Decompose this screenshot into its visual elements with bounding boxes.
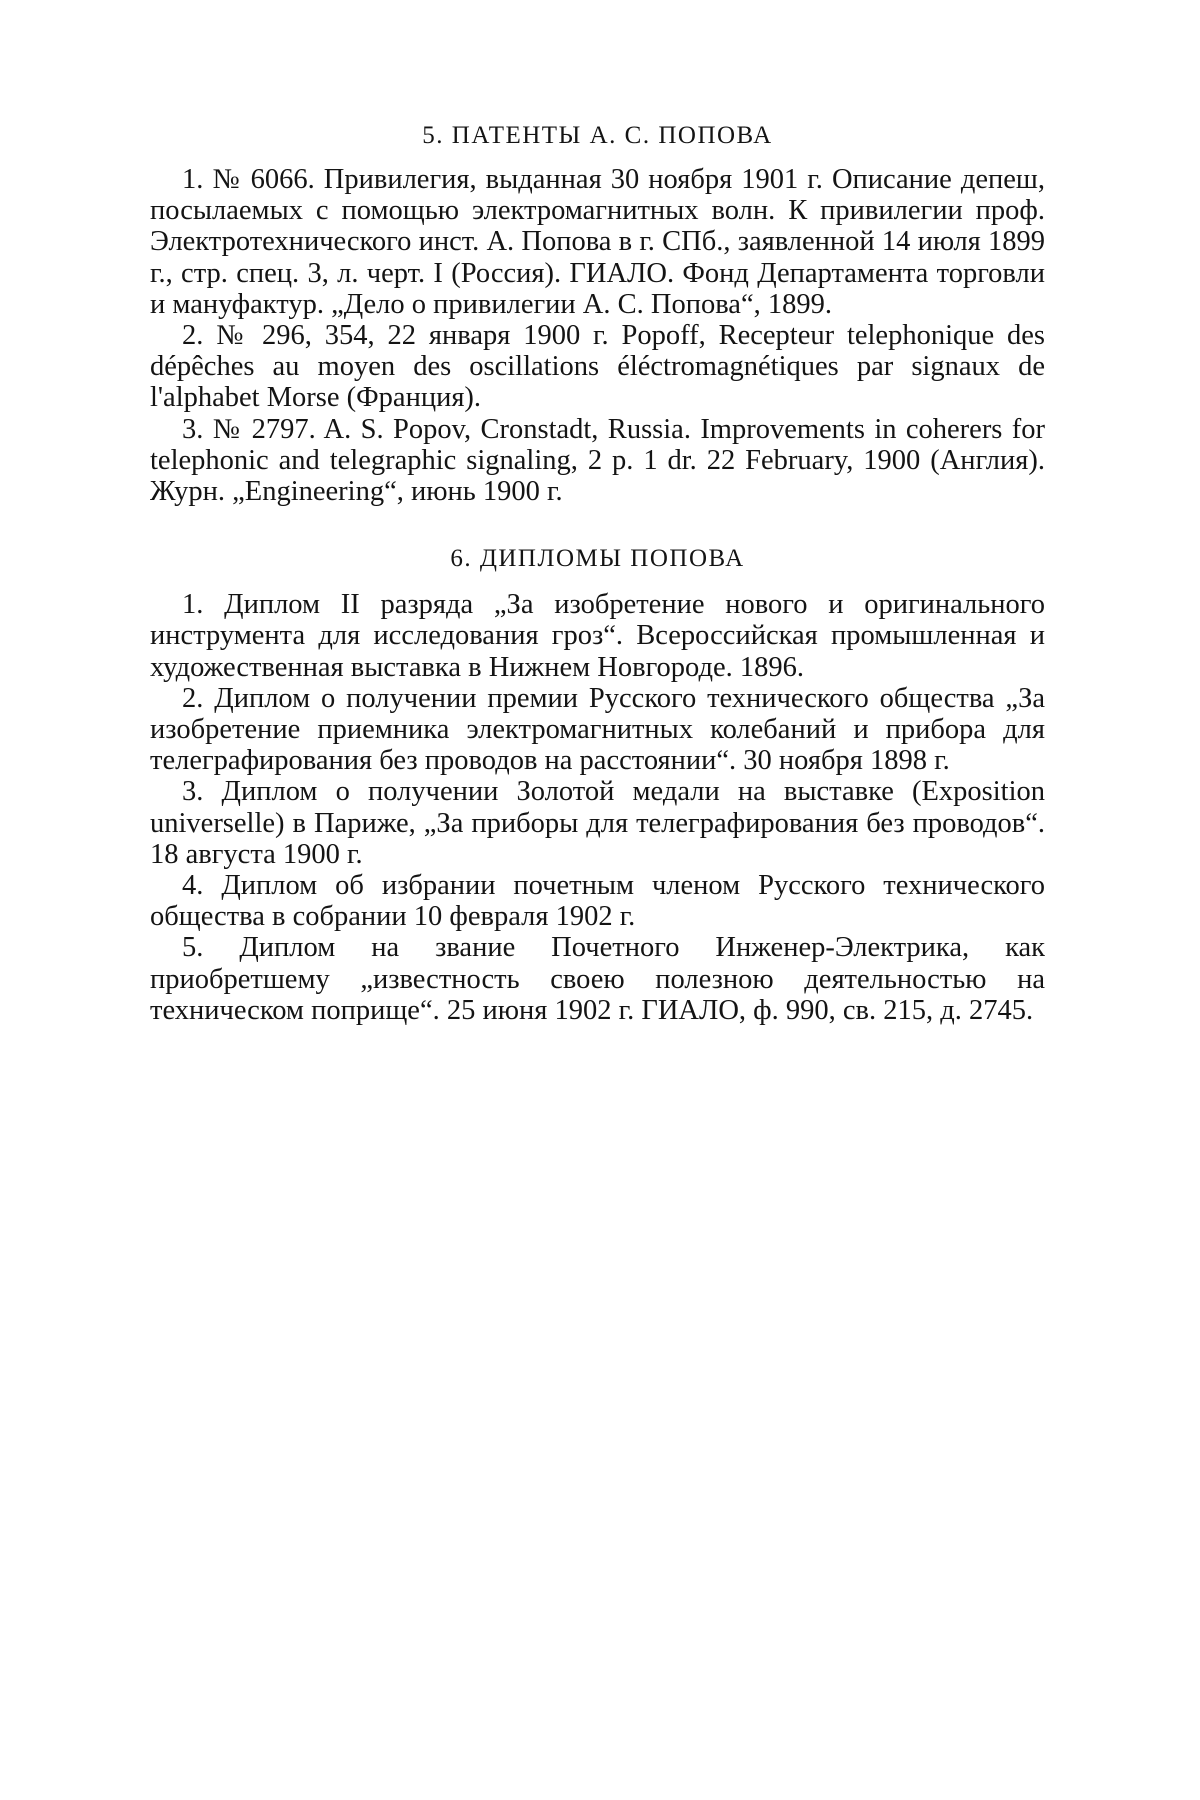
patents-list [150,164,1045,507]
patent-entry [150,414,1045,508]
entry-number: 2. [182,320,204,352]
entry-text: Диплом об избрании почетным членом Русского технического общества в собрании 10 февраля 1902 г. [150,870,1046,933]
diploma-entry [150,589,1045,683]
entry-number: 5. [182,932,204,964]
patent-entry [150,320,1045,414]
entry-text: Диплом о получении премии Русского технического общества „За изобретение приемника электромагнитных колебаний и прибора для телеграфирования без проводов на расстоянии“. 30 ноября 1898 г. [150,682,1045,777]
entry-text: № 2797. A. S. Popov, Cronstadt, Russia. Improvements in coherers for telephonic and telegraphic signaling, 2 p. 1 dr. 22 February, 1900 (Англия). Журн. „Engineering“, июнь 1900 г. [150,413,1046,508]
entry-number: 1. [182,164,204,195]
diploma-entry [150,683,1045,777]
diploma-entry [150,776,1045,870]
diploma-entry [150,932,1045,1026]
entry-text: Диплом II разряда „За изобретение нового и оригинального инструмента для исследования гроз“. Всероссийская промышленная и художественная выставка в Нижнем Новгороде. 1896. [150,589,1045,683]
document-page [150,100,1045,1026]
entry-text: № 6066. Привилегия, выданная 30 ноября 1901 г. Описание депеш, посылаемых с помощью электромагнитных волн. К привилегии проф. Электротехнического инст. А. Попова в г. СПб., заявленной 14 июля 1899 г., стр. спец. 3, л. черт. I (Россия). ГИАЛО. Фонд Департамента торговли и мануфактур. „Дело о привилегии А. С. Попова“, 1899. [150,164,1046,320]
entry-number: 2. [182,682,204,714]
diploma-entry [150,870,1045,932]
entry-text: № 296, 354, 22 января 1900 г. Popoff, Recepteur telephonique des dépêches au moyen des oscillations éléctromagnétiques par signaux de l'alphabet Morse (Франция). [150,320,1046,414]
diplomas-list [150,589,1045,1026]
patent-entry [150,164,1045,320]
entry-text: Диплом на звание Почетного Инженер-Электрика, как приобретшему „известность своею полезною деятельностью на техническом поприще“. 25 июня 1902 г. ГИАЛО, ф. 990, св. 215, д. 2745. [150,932,1045,1026]
entry-number: 1. [182,589,204,621]
section-heading-patents: 5. ПАТЕНТЫ А. С. ПОПОВА [422,122,773,149]
entry-number: 3. [182,776,204,808]
entry-number: 4. [182,870,204,902]
entry-number: 3. [182,413,204,445]
entry-text: Диплом о получении Золотой медали на выставке (Exposition universelle) в Париже, „За приборы для телеграфирования без проводов“. 18 августа 1900 г. [150,776,1046,870]
section-heading-diplomas: 6. ДИПЛОМЫ ПОПОВА [450,545,745,573]
